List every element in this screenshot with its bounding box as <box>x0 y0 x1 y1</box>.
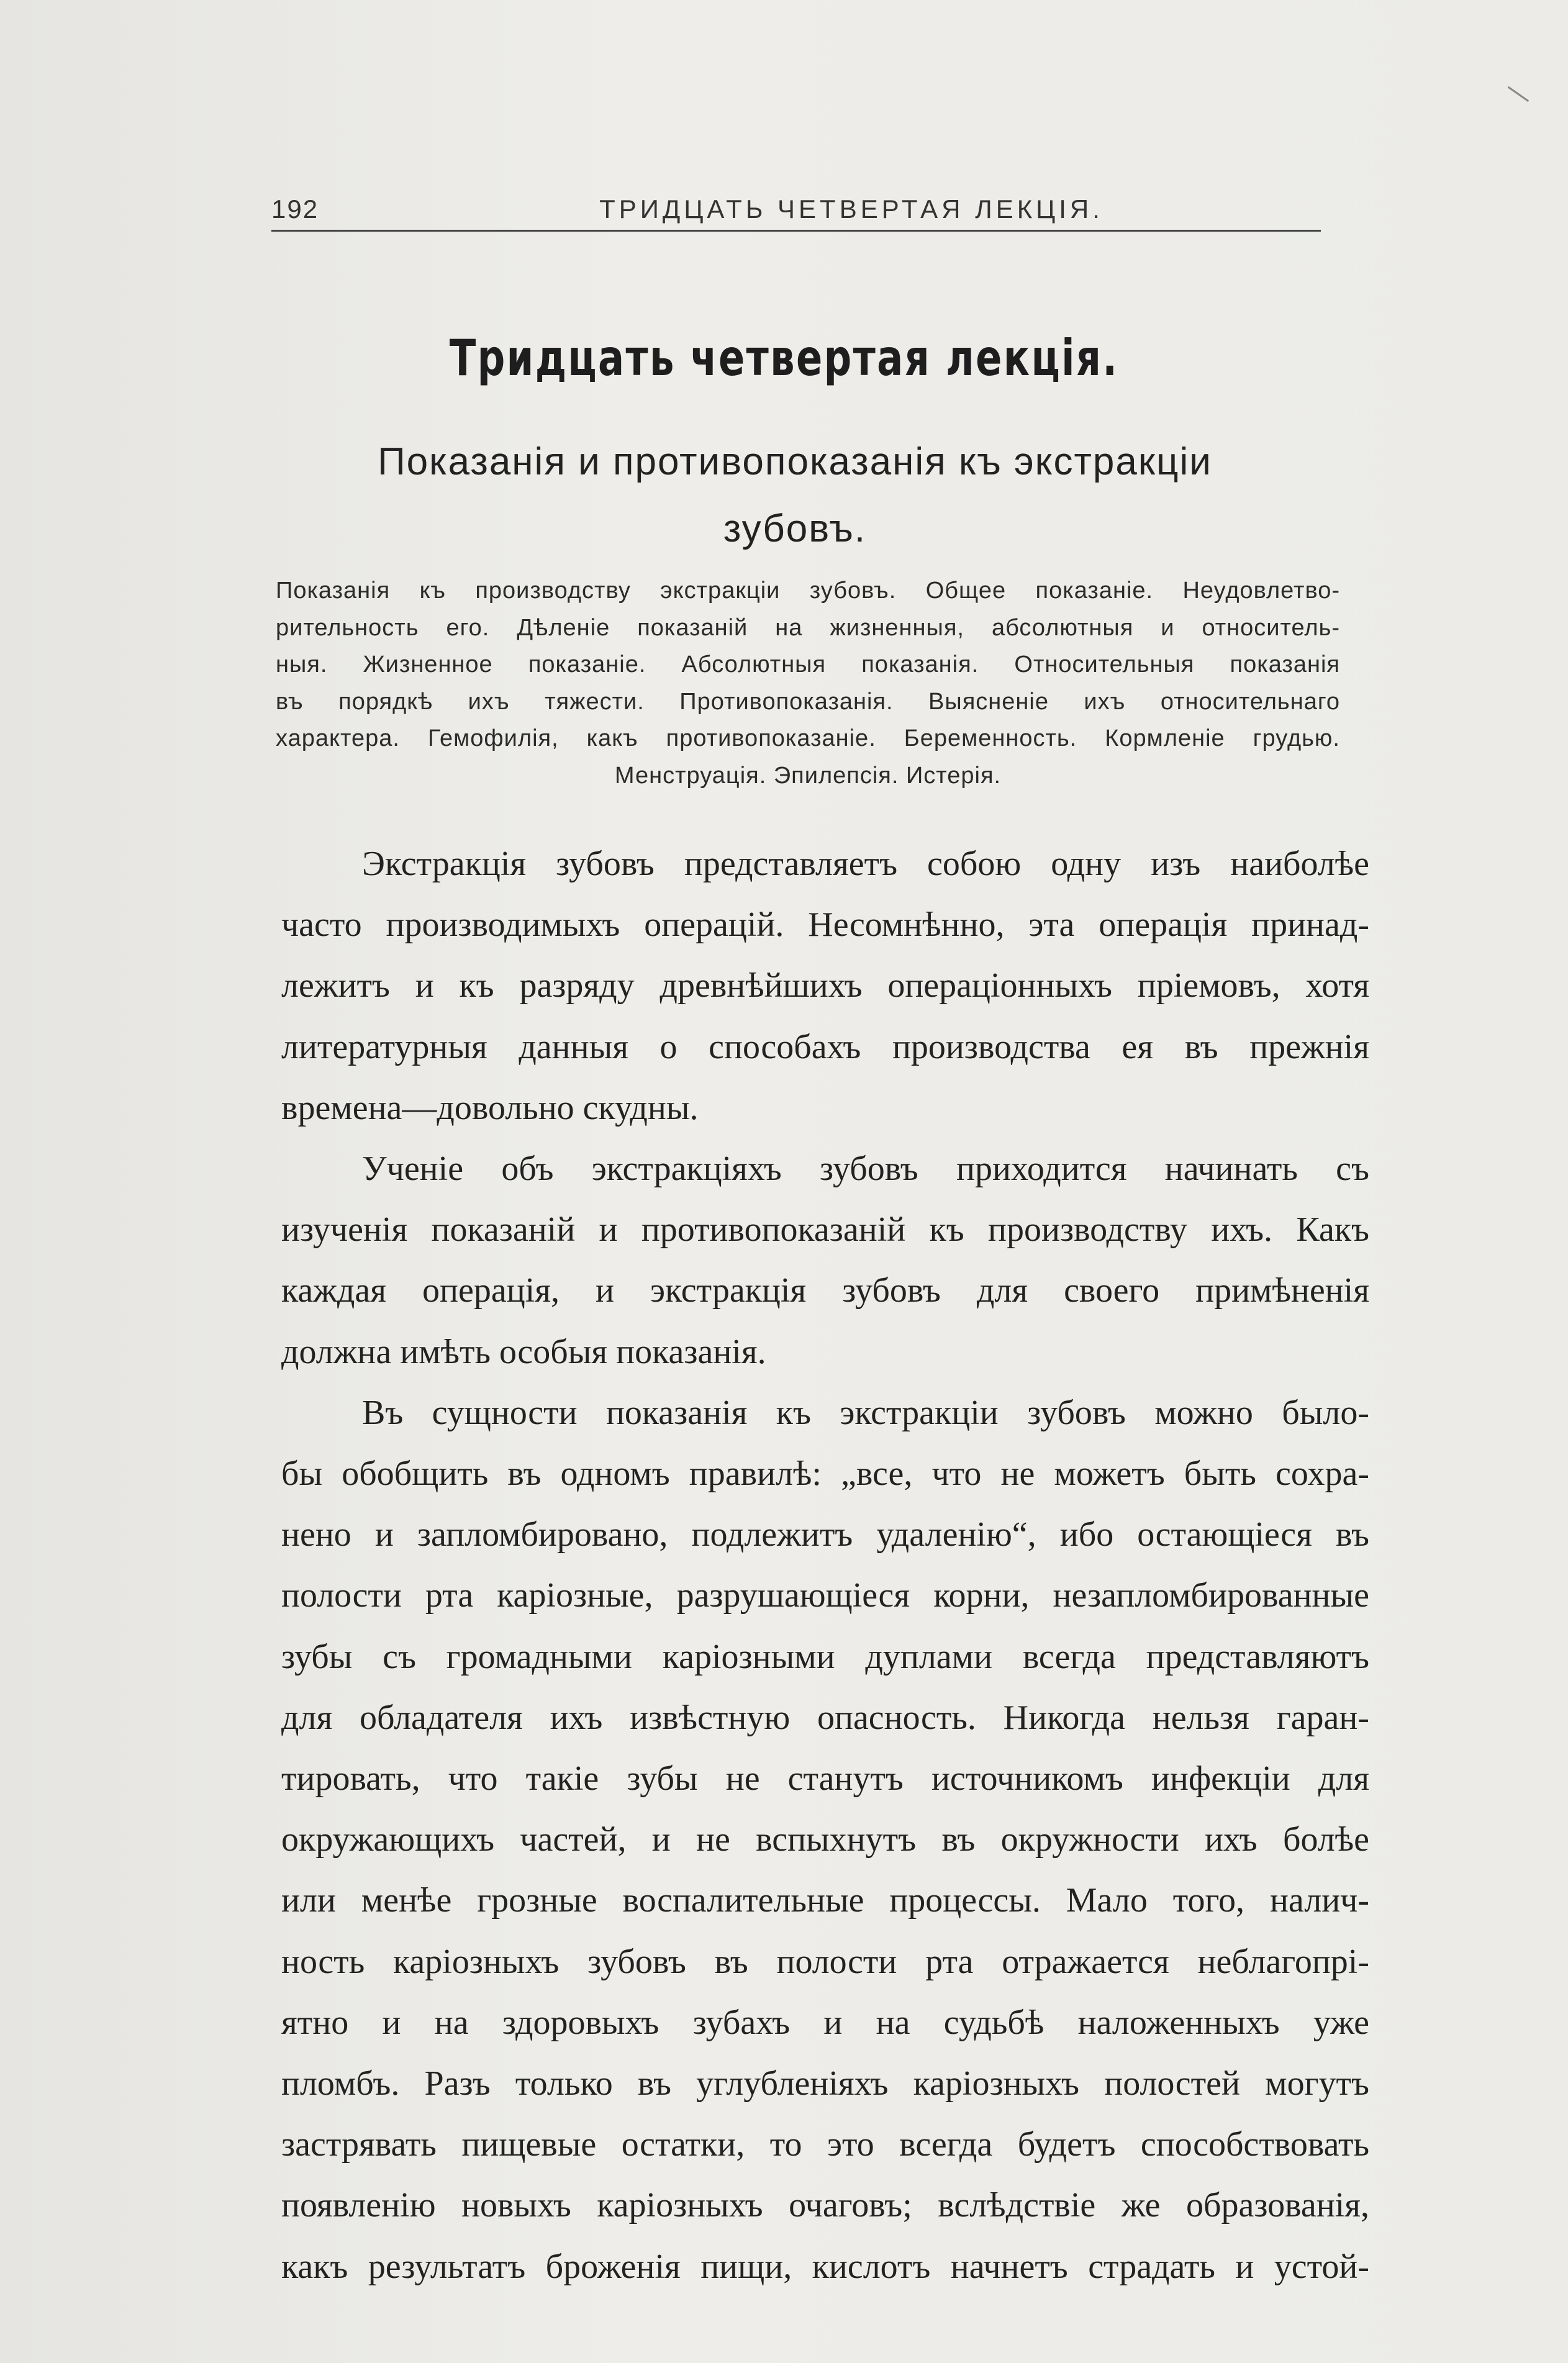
body-text <box>281 833 1369 2297</box>
summary-line: ныя. Жизненное показаніе. Абсолютныя показанія. Относительныя показанія <box>276 651 1340 678</box>
body-line: зубы съ громадными каріозными дуплами всегда представляютъ <box>281 1637 1369 1676</box>
body-line: окружающихъ частей, и не вспыхнутъ въ окружности ихъ болѣе <box>281 1820 1369 1859</box>
running-title: ТРИДЦАТЬ ЧЕТВЕРТАЯ ЛЕКЦІЯ. <box>599 194 1103 224</box>
body-line: ятно и на здоровыхъ зубахъ и на судьбѣ наложенныхъ уже <box>281 2003 1369 2042</box>
body-line: тировать, что такіе зубы не станутъ источникомъ инфекціи для <box>281 1759 1369 1798</box>
body-line: полости рта каріозные, разрушающіеся корни, незапломбированные <box>281 1576 1369 1615</box>
body-line: часто производимыхъ операцій. Несомнѣнно, эта операція принад- <box>281 905 1369 945</box>
body-line: для обладателя ихъ извѣстную опасность. Никогда нельзя гаран- <box>281 1698 1369 1737</box>
body-line: ность каріозныхъ зубовъ въ полости рта отражается неблагопрі- <box>281 1942 1369 1981</box>
scan-mark <box>1508 86 1529 102</box>
body-line: лежитъ и къ разряду древнѣйшихъ операціонныхъ пріемовъ, хотя <box>281 966 1369 1005</box>
body-line: пломбъ. Разъ только въ углубленіяхъ каріозныхъ полостей могутъ <box>281 2064 1369 2103</box>
body-line: какъ результатъ броженія пищи, кислотъ начнетъ страдать и устой- <box>281 2247 1369 2286</box>
chapter-summary <box>276 573 1340 794</box>
body-line: времена—довольно скудны. <box>281 1088 699 1127</box>
body-line: Экстракція зубовъ представляетъ собою одну изъ наиболѣе <box>362 845 1369 883</box>
running-header <box>271 189 1320 227</box>
summary-line: характера. Гемофилія, какъ противопоказаніе. Беременность. Кормленіе грудью. <box>276 725 1340 751</box>
summary-line: рительность его. Дѣленіе показаній на жизненныя, абсолютныя и относитель- <box>276 614 1340 641</box>
body-line: литературныя данныя о способахъ производства ея въ прежнія <box>281 1027 1369 1066</box>
chapter-subtitle <box>248 429 1341 563</box>
subtitle-line: зубовъ. <box>723 507 867 550</box>
subtitle-line: Показанія и противопоказанія къ экстракціи <box>378 440 1212 483</box>
body-line: застрявать пищевые остатки, то это всегда будетъ способствовать <box>281 2125 1369 2164</box>
summary-line: Менструація. Эпилепсія. Истерія. <box>614 762 1002 789</box>
body-line: Ученіе объ экстракціяхъ зубовъ приходится начинать съ <box>362 1150 1369 1189</box>
body-line: Въ сущности показанія къ экстракціи зубовъ можно было- <box>362 1393 1369 1432</box>
body-line: должна имѣть особыя показанія. <box>281 1332 766 1371</box>
page-number: 192 <box>271 194 319 224</box>
body-line: бы обобщить въ одномъ правилѣ: „все, что не можетъ быть сохра- <box>281 1454 1369 1494</box>
summary-line: Показанія къ производству экстракціи зубовъ. Общее показаніе. Неудовлетво- <box>276 578 1340 604</box>
header-rule <box>271 230 1321 232</box>
summary-line: въ порядкѣ ихъ тяжести. Противопоказанія. Выясненіе ихъ относительнаго <box>276 688 1340 715</box>
body-line: появленію новыхъ каріозныхъ очаговъ; вслѣдствіе же образованія, <box>281 2186 1369 2225</box>
body-line: или менѣе грозные воспалительные процессы. Мало того, налич- <box>281 1881 1369 1920</box>
body-line: каждая операція, и экстракція зубовъ для своего примѣненія <box>281 1271 1369 1310</box>
body-line: нено и запломбировано, подлежитъ удаленію“, ибо остающіеся въ <box>281 1515 1369 1554</box>
body-line: изученія показаній и противопоказаній къ производству ихъ. Какъ <box>281 1210 1369 1250</box>
chapter-title: Тридцать четвертая лекція. <box>449 329 1119 387</box>
